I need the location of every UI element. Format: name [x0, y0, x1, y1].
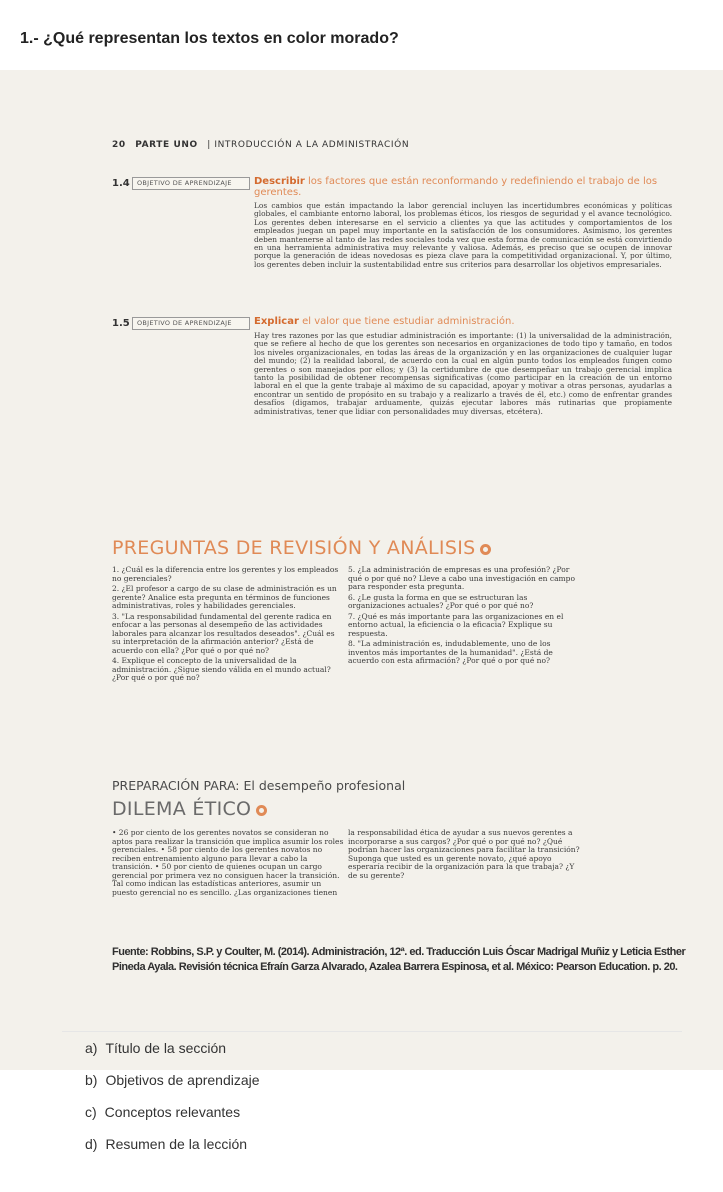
objective-box-label: OBJETIVO DE APRENDIZAJE	[132, 177, 250, 190]
review-question: 8. "La administración es, indudablemente, uno de los inventos más importantes de la humanidad". ¿Está de acuerdo con esta afirmación? ¿Por qué o por qué no?	[348, 639, 553, 665]
objective-verb: Describir	[254, 176, 305, 187]
answer-option-b[interactable]	[85, 1072, 260, 1088]
review-questions-left	[112, 566, 342, 685]
objective-box-label: OBJETIVO DE APRENDIZAJE	[132, 317, 250, 330]
source-citation: Fuente: Robbins, S.P. y Coulter, M. (2014). Administración, 12ª. ed. Traducción Luis Óscar Madrigal Muñiz y Leticia Esther Pineda Ayala. Revisión técnica Efraín Garza Alvarado, Azalea Barrera Espinosa, et al. México: Pearson Education. p. 20.	[112, 946, 686, 973]
review-question: 7. ¿Qué es más importante para las organizaciones en el entorno actual, la eficiencia o la eficacia? Explique su respuesta.	[348, 611, 564, 638]
review-question: 6. ¿Le gusta la forma en que se estructuran las organizaciones actuales? ¿Por qué o por qué no?	[348, 592, 534, 610]
option-text: Título de la sección	[105, 1040, 227, 1056]
dilema-title	[112, 798, 267, 820]
review-question: 1. ¿Cuál es la diferencia entre los gerentes y los empleados no gerenciales?	[112, 565, 339, 583]
objective-text: el valor que tiene estudiar administración.	[298, 316, 515, 327]
review-question: 2. ¿El profesor a cargo de su clase de administración es un gerente? Analice esta pregunta en términos de funciones administrativas, roles y habilidades gerenciales.	[112, 584, 337, 610]
review-question: 4. Explique el concepto de la universalidad de la administración. ¿Sigue siendo válida en el mundo actual? ¿Por qué o por qué no?	[112, 656, 331, 682]
option-divider	[62, 1031, 682, 1032]
option-text: Conceptos relevantes	[104, 1104, 241, 1120]
dilema-title-text: DILEMA ÉTICO	[112, 798, 252, 820]
question-title: 1.- ¿Qué representan los textos en color morado?	[20, 30, 399, 47]
part-title: | INTRODUCCIÓN A LA ADMINISTRACIÓN	[207, 140, 410, 150]
objective-title	[254, 176, 674, 198]
circle-icon	[480, 544, 491, 555]
part-label: PARTE UNO	[135, 140, 198, 150]
circle-icon	[256, 805, 267, 816]
review-question: 3. "La responsabilidad fundamental del gerente radica en enfocar a las personas al desempeño de las actividades laborales para alcanzar los resultados deseados". ¿Cuál es su interpretación de la afirmación anterior? ¿Está de acuerdo con ella? ¿Por qué o por qué no?	[112, 611, 335, 655]
option-letter: a)	[85, 1040, 98, 1056]
objective-verb: Explicar	[254, 316, 299, 327]
objective-number: 1.5	[112, 318, 130, 329]
answer-option-c[interactable]	[85, 1104, 240, 1120]
answer-option-d[interactable]	[85, 1136, 247, 1152]
answer-option-a[interactable]	[85, 1040, 226, 1056]
review-question: 5. ¿La administración de empresas es una profesión? ¿Por qué o por qué no? Lleve a cabo una investigación en campo para responder esta pregunta.	[348, 565, 575, 591]
review-questions-right	[348, 566, 584, 668]
objective-body: Hay tres razones por las que estudiar administración es importante: (1) la universalidad de la administración, que se refiere al hecho de que los gerentes son necesarios en organizaciones de todo tipo y tamaño, en todos los niveles organizacionales, en todas las áreas de la organización y en las organizaciones de cualquier lugar del mundo; (2) la realidad laboral, de acuerdo con la cual en algún punto todos los empleados fungen como gerentes o son manejados por ellos; y (3) la certidumbre de que desempeñar un trabajo gerencial implica tanto la posibilidad de obtener recompensas significativas (como participar en la creación de un entorno laboral en el que la gente trabaje al máximo de su capacidad, apoyar y motivar a otras personas, ayudarlas a encontrar un sentido de propósito en su trabajo y a realizarlo a través de él, etc.) como de enfrentar grandes desafíos (digamos, trabajar arduamente, quizás ejecutar labores más rutinarias que propiamente administrativas, tener que lidiar con personalidades muy diversas, etcétera).	[254, 331, 672, 416]
page-number: 20	[112, 140, 126, 150]
objective-title	[254, 316, 674, 327]
option-letter: c)	[85, 1104, 97, 1120]
review-section-title	[112, 537, 491, 559]
objective-text: los factores que están reconformando y redefiniendo el trabajo de los gerentes.	[254, 176, 658, 198]
dilema-left-text: • 26 por ciento de los gerentes novatos se consideran no aptos para realizar la transición que implica asumir los roles gerenciales. • 58 por ciento de los gerentes novatos no reciben entrenamiento alguno para llevar a cabo la transición. • 50 por ciento de quienes ocupan un cargo gerencial por primera vez no consiguen hacer la transición. Tal como indican las estadísticas anteriores, asumir un puesto gerencial no es sencillo. ¿Las organizaciones tienen	[112, 828, 344, 897]
option-text: Objetivos de aprendizaje	[105, 1072, 260, 1088]
option-letter: b)	[85, 1072, 98, 1088]
objective-number: 1.4	[112, 178, 130, 189]
option-text: Resumen de la lección	[105, 1136, 248, 1152]
page-header	[112, 140, 409, 150]
review-title-text: PREGUNTAS DE REVISIÓN Y ANÁLISIS	[112, 537, 476, 559]
dilema-right-text: la responsabilidad ética de ayudar a sus nuevos gerentes a incorporarse a sus cargos? ¿Por qué o por qué no? ¿Qué podrían hacer las organizaciones para facilitar la transición? Suponga que usted es un gerente novato, ¿qué apoyo esperaría recibir de la organización para la que trabaja? ¿Y de su gerente?	[348, 828, 580, 880]
prep-title: PREPARACIÓN PARA: El desempeño profesional	[112, 778, 406, 793]
option-letter: d)	[85, 1136, 98, 1152]
objective-body: Los cambios que están impactando la labor gerencial incluyen las incertidumbres económicas y políticas globales, el cambiante entorno laboral, los problemas éticos, los riesgos de seguridad y el avance tecnológico. Los gerentes deben interesarse en el servicio a clientes ya que las actitudes y comportamientos de los empleados juegan un papel muy importante en la satisfacción de los consumidores. Asimismo, los gerentes deben mantenerse al tanto de las redes sociales toda vez que esta forma de comunicación se está convirtiendo en una herramienta administrativa muy relevante y valiosa. Además, es preciso que se ocupen de innovar porque la generación de ideas novedosas es pieza clave para la competitividad organizacional. Y, por último, los gerentes deben incluir la sustentabilidad entre sus criterios para desarrollar los objetivos empresariales.	[254, 201, 672, 269]
